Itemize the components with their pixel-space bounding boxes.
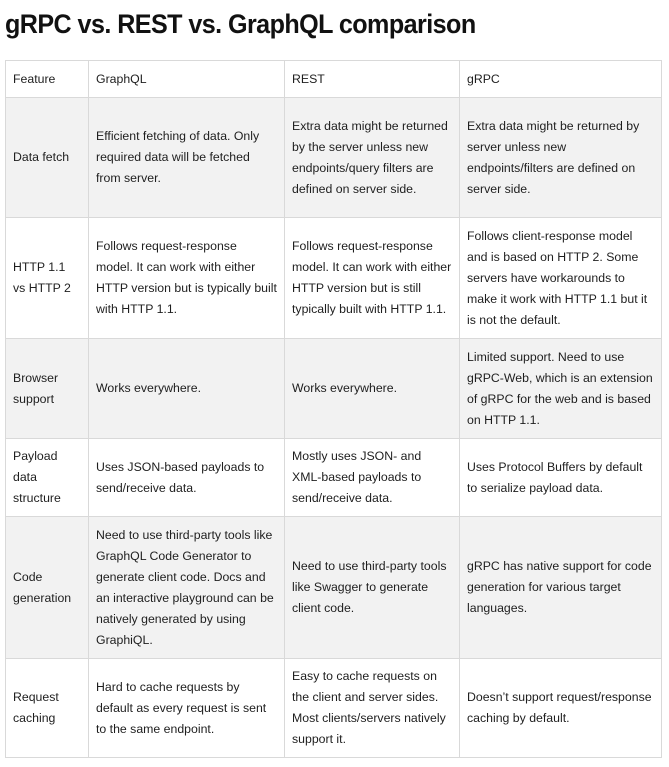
cell-feature: Payload data structure <box>6 439 89 517</box>
cell-graphql: Uses JSON-based payloads to send/receive data. <box>89 439 285 517</box>
header-rest: REST <box>285 61 460 98</box>
cell-rest: Easy to cache requests on the client and server sides. Most clients/servers natively support it. <box>285 659 460 758</box>
header-feature: Feature <box>6 61 89 98</box>
cell-grpc: Follows client-response model and is based on HTTP 2. Some servers have workarounds to make it work with HTTP 1.1 but it is not the default. <box>460 218 662 339</box>
cell-rest: Works everywhere. <box>285 339 460 439</box>
table-row-browser-support <box>6 339 662 439</box>
cell-graphql: Follows request-response model. It can work with either HTTP version but is typically built with HTTP 1.1. <box>89 218 285 339</box>
cell-rest: Mostly uses JSON- and XML-based payloads to send/receive data. <box>285 439 460 517</box>
cell-feature: Data fetch <box>6 98 89 218</box>
comparison-table <box>5 60 662 758</box>
cell-grpc: Uses Protocol Buffers by default to serialize payload data. <box>460 439 662 517</box>
cell-graphql: Efficient fetching of data. Only required data will be fetched from server. <box>89 98 285 218</box>
cell-graphql: Hard to cache requests by default as every request is sent to the same endpoint. <box>89 659 285 758</box>
header-grpc: gRPC <box>460 61 662 98</box>
cell-rest: Need to use third-party tools like Swagger to generate client code. <box>285 517 460 659</box>
cell-grpc: Doesn’t support request/response caching by default. <box>460 659 662 758</box>
cell-feature: HTTP 1.1 vs HTTP 2 <box>6 218 89 339</box>
cell-rest: Extra data might be returned by the server unless new endpoints/query filters are defined on server side. <box>285 98 460 218</box>
header-graphql: GraphQL <box>89 61 285 98</box>
cell-feature: Browser support <box>6 339 89 439</box>
cell-grpc: gRPC has native support for code generation for various target languages. <box>460 517 662 659</box>
table-row-request-caching <box>6 659 662 758</box>
cell-grpc: Extra data might be returned by server unless new endpoints/filters are defined on server side. <box>460 98 662 218</box>
page-title: gRPC vs. REST vs. GraphQL comparison <box>5 9 476 39</box>
cell-graphql: Works everywhere. <box>89 339 285 439</box>
cell-feature: Code generation <box>6 517 89 659</box>
table-row-code-generation <box>6 517 662 659</box>
table-header-row <box>6 61 662 98</box>
table-row-payload-data-structure <box>6 439 662 517</box>
cell-grpc: Limited support. Need to use gRPC-Web, which is an extension of gRPC for the web and is based on HTTP 1.1. <box>460 339 662 439</box>
cell-rest: Follows request-response model. It can work with either HTTP version but is still typically built with HTTP 1.1. <box>285 218 460 339</box>
cell-graphql: Need to use third-party tools like GraphQL Code Generator to generate client code. Docs and an interactive playground can be natively generated by using GraphiQL. <box>89 517 285 659</box>
table-row-http-version <box>6 218 662 339</box>
cell-feature: Request caching <box>6 659 89 758</box>
table-row-data-fetch <box>6 98 662 218</box>
